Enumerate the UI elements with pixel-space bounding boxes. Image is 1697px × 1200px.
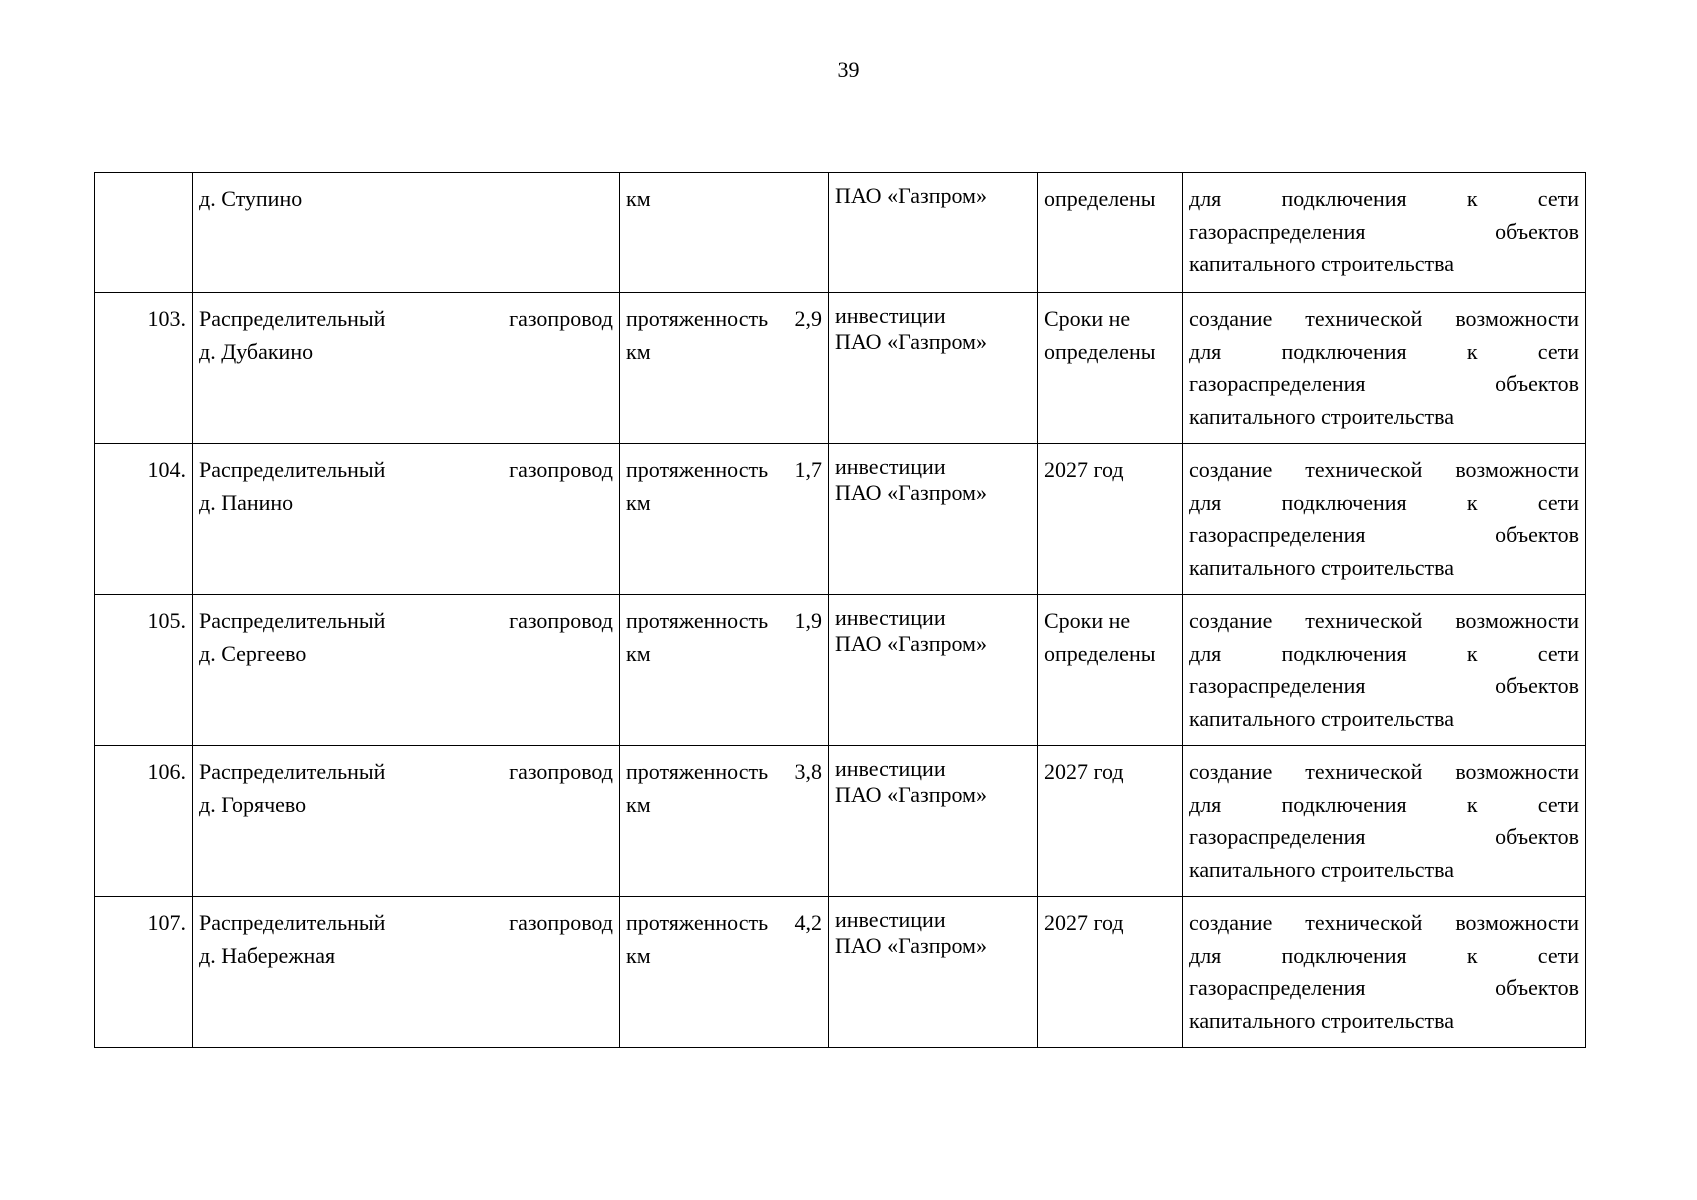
- row-number: 106.: [147, 759, 186, 784]
- term-cell: [1038, 595, 1183, 746]
- page-number: 39: [837, 57, 860, 82]
- table-row: [95, 897, 1586, 1048]
- row-number-cell: [95, 173, 193, 293]
- goal-line: газораспределения объектов: [1189, 522, 1579, 547]
- funding-source-cell: [829, 746, 1038, 897]
- length-unit: км: [626, 489, 651, 515]
- term-cell: [1038, 293, 1183, 444]
- object-name-settlement: д. Панино: [199, 489, 294, 515]
- goal-line: капитального строительства: [1189, 705, 1455, 731]
- term-text: определены: [1044, 186, 1156, 211]
- length-unit: км: [626, 942, 651, 968]
- goal-line: создание технической возможности: [1189, 910, 1579, 935]
- length-cell: [620, 746, 829, 897]
- term-cell: [1038, 173, 1183, 293]
- goal-line: капитального строительства: [1189, 554, 1455, 580]
- gas-pipeline-table: [94, 172, 1586, 1048]
- object-name-type: Распределительный газопровод: [199, 306, 613, 331]
- goal-line: создание технической возможности: [1189, 759, 1579, 784]
- goal-cell: [1183, 444, 1586, 595]
- row-number: 105.: [147, 608, 186, 633]
- term-text: определены: [1044, 640, 1156, 666]
- object-name-settlement: д. Ступино: [199, 186, 303, 211]
- row-number: 103.: [147, 306, 186, 331]
- table-row: [95, 746, 1586, 897]
- goal-line: для подключения к сети: [1189, 942, 1579, 968]
- goal-line: создание технической возможности: [1189, 457, 1579, 482]
- funding-source-org: ПАО «Газпром»: [835, 480, 987, 505]
- funding-source-cell: [829, 897, 1038, 1048]
- row-number-cell: [95, 595, 193, 746]
- goal-line: создание технической возможности: [1189, 306, 1579, 331]
- goal-line: газораспределения объектов: [1189, 218, 1579, 244]
- table-body: [95, 173, 1586, 1048]
- goal-line: капитального строительства: [1189, 1007, 1455, 1033]
- funding-source-org: ПАО «Газпром»: [835, 782, 987, 807]
- row-number-cell: [95, 897, 193, 1048]
- goal-line: для подключения к сети: [1189, 338, 1579, 364]
- term-text: 2027 год: [1044, 457, 1124, 482]
- funding-source-type: инвестиции: [835, 454, 946, 479]
- length-value: протяженность 2,9: [626, 306, 822, 331]
- funding-source-type: инвестиции: [835, 756, 946, 781]
- funding-source-org: ПАО «Газпром»: [835, 631, 987, 656]
- table-row: [95, 293, 1586, 444]
- object-name-settlement: д. Дубакино: [199, 338, 314, 364]
- term-text: определены: [1044, 338, 1156, 364]
- goal-line: газораспределения объектов: [1189, 824, 1579, 849]
- term-text: 2027 год: [1044, 910, 1124, 935]
- funding-source-org: ПАО «Газпром»: [835, 183, 987, 208]
- goal-line: для подключения к сети: [1189, 186, 1579, 211]
- term-cell: [1038, 444, 1183, 595]
- row-number: 104.: [147, 457, 186, 482]
- funding-source-type: инвестиции: [835, 303, 946, 328]
- funding-source-cell: [829, 595, 1038, 746]
- length-value: протяженность 1,7: [626, 457, 822, 482]
- goal-cell: [1183, 897, 1586, 1048]
- goal-line: создание технической возможности: [1189, 608, 1579, 633]
- funding-source-org: ПАО «Газпром»: [835, 933, 987, 958]
- goal-cell: [1183, 173, 1586, 293]
- row-number-cell: [95, 293, 193, 444]
- funding-source-cell: [829, 293, 1038, 444]
- length-value: протяженность 1,9: [626, 608, 822, 633]
- term-cell: [1038, 897, 1183, 1048]
- table-row: [95, 444, 1586, 595]
- goal-line: капитального строительства: [1189, 251, 1455, 276]
- goal-cell: [1183, 595, 1586, 746]
- length-unit: км: [626, 338, 651, 364]
- length-cell: [620, 173, 829, 293]
- object-name-cell: [193, 746, 620, 897]
- object-name-type: Распределительный газопровод: [199, 910, 613, 935]
- object-name-type: Распределительный газопровод: [199, 457, 613, 482]
- funding-source-type: инвестиции: [835, 605, 946, 630]
- row-number-cell: [95, 746, 193, 897]
- length-unit: км: [626, 186, 651, 211]
- length-unit: км: [626, 640, 651, 666]
- term-cell: [1038, 746, 1183, 897]
- object-name-cell: [193, 595, 620, 746]
- goal-line: капитального строительства: [1189, 403, 1455, 429]
- length-cell: [620, 897, 829, 1048]
- length-cell: [620, 444, 829, 595]
- funding-source-org: ПАО «Газпром»: [835, 329, 987, 354]
- object-name-type: Распределительный газопровод: [199, 608, 613, 633]
- goal-line: газораспределения объектов: [1189, 673, 1579, 698]
- goal-line: для подключения к сети: [1189, 489, 1579, 515]
- term-text: Сроки не: [1044, 608, 1131, 633]
- length-value: протяженность 3,8: [626, 759, 822, 784]
- funding-source-cell: [829, 173, 1038, 293]
- object-name-settlement: д. Набережная: [199, 942, 336, 968]
- funding-source-type: инвестиции: [835, 907, 946, 932]
- funding-source-cell: [829, 444, 1038, 595]
- object-name-settlement: д. Горячево: [199, 791, 307, 817]
- length-unit: км: [626, 791, 651, 817]
- term-text: 2027 год: [1044, 759, 1124, 784]
- row-number-cell: [95, 444, 193, 595]
- goal-line: газораспределения объектов: [1189, 371, 1579, 396]
- goal-cell: [1183, 746, 1586, 897]
- goal-line: капитального строительства: [1189, 856, 1455, 882]
- object-name-cell: [193, 897, 620, 1048]
- table-row: [95, 595, 1586, 746]
- goal-cell: [1183, 293, 1586, 444]
- table-row: [95, 173, 1586, 293]
- object-name-cell: [193, 444, 620, 595]
- length-cell: [620, 293, 829, 444]
- object-name-type: Распределительный газопровод: [199, 759, 613, 784]
- goal-line: газораспределения объектов: [1189, 975, 1579, 1000]
- object-name-cell: [193, 173, 620, 293]
- length-cell: [620, 595, 829, 746]
- object-name-cell: [193, 293, 620, 444]
- goal-line: для подключения к сети: [1189, 640, 1579, 666]
- object-name-settlement: д. Сергеево: [199, 640, 307, 666]
- term-text: Сроки не: [1044, 306, 1131, 331]
- length-value: протяженность 4,2: [626, 910, 822, 935]
- row-number: 107.: [147, 910, 186, 935]
- goal-line: для подключения к сети: [1189, 791, 1579, 817]
